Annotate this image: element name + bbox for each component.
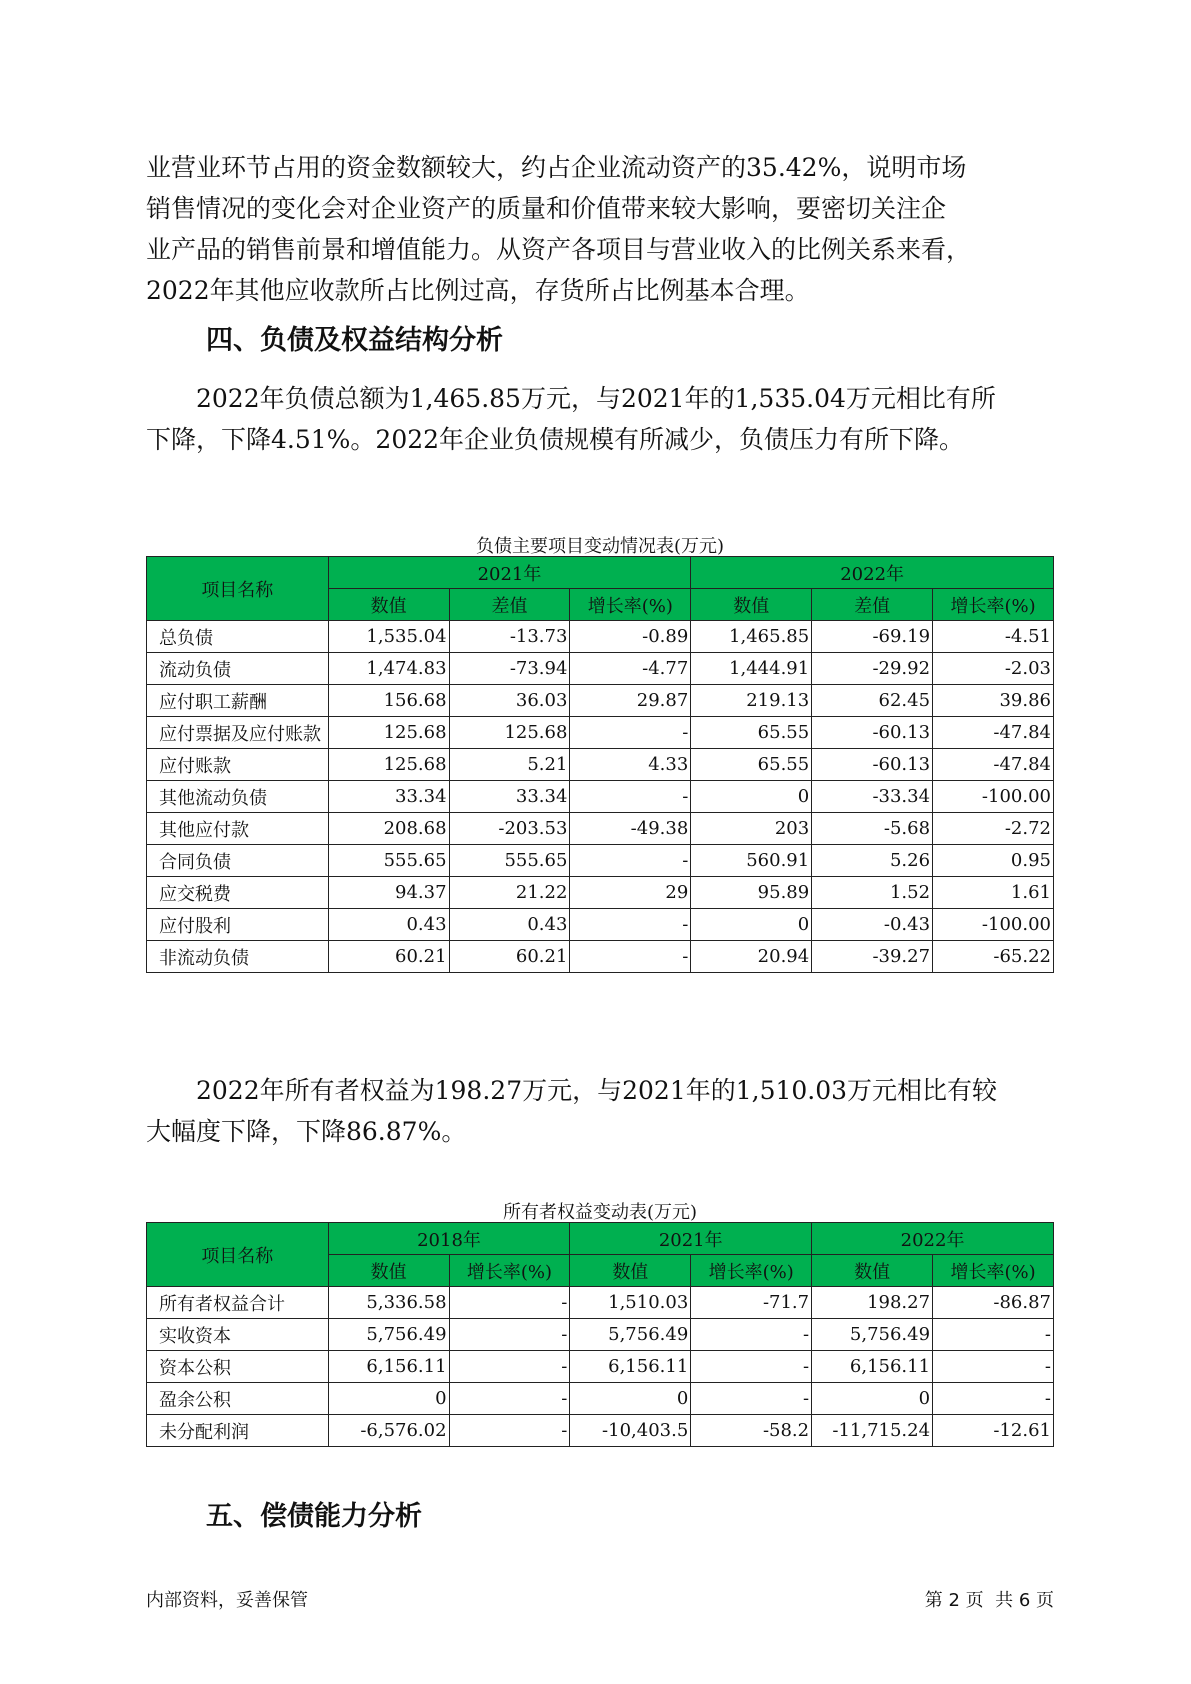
table-cell: 65.55 xyxy=(691,717,812,749)
table-cell: 1,535.04 xyxy=(328,621,449,653)
equity-header-year: 2018年 xyxy=(328,1223,570,1255)
row-label: 应交税费 xyxy=(147,877,329,909)
table-cell: 555.65 xyxy=(449,845,570,877)
table-cell: -0.89 xyxy=(570,621,691,653)
table-cell: 65.55 xyxy=(691,749,812,781)
table-row xyxy=(147,1287,1054,1319)
section-4-heading: 四、负债及权益结构分析 xyxy=(206,325,503,356)
table-cell: -203.53 xyxy=(449,813,570,845)
table-cell: 60.21 xyxy=(449,941,570,973)
liab-subheader: 数值 xyxy=(691,589,812,621)
table-cell: 6,156.11 xyxy=(812,1351,933,1383)
table-cell: 0.43 xyxy=(328,909,449,941)
table-cell: 6,156.11 xyxy=(328,1351,449,1383)
liab-subheader: 增长率(%) xyxy=(570,589,691,621)
table-cell: - xyxy=(691,1351,812,1383)
table-cell: -86.87 xyxy=(933,1287,1054,1319)
liab-header-year: 2022年 xyxy=(691,557,1054,589)
table-cell: 60.21 xyxy=(328,941,449,973)
table-cell: -60.13 xyxy=(812,749,933,781)
table-cell: - xyxy=(691,1383,812,1415)
table-cell: 5.26 xyxy=(812,845,933,877)
table-cell: 203 xyxy=(691,813,812,845)
liabilities-table-body xyxy=(147,621,1054,973)
table-cell: 1,465.85 xyxy=(691,621,812,653)
table-cell: 5,756.49 xyxy=(328,1319,449,1351)
table-row xyxy=(147,717,1054,749)
table-cell: 560.91 xyxy=(691,845,812,877)
table-cell: 95.89 xyxy=(691,877,812,909)
table-cell: 0 xyxy=(570,1383,691,1415)
table-cell: 5,756.49 xyxy=(570,1319,691,1351)
row-label: 其他流动负债 xyxy=(147,781,329,813)
table-cell: 33.34 xyxy=(328,781,449,813)
table-row xyxy=(147,1351,1054,1383)
equity-paragraph xyxy=(146,1070,1046,1152)
table-cell: 39.86 xyxy=(933,685,1054,717)
equity-line: 大幅度下降，下降86.87%。 xyxy=(146,1117,467,1146)
table-cell: 0.43 xyxy=(449,909,570,941)
table-cell: - xyxy=(570,717,691,749)
table-cell: 555.65 xyxy=(328,845,449,877)
table-cell: 0.95 xyxy=(933,845,1054,877)
equity-line: 2022年所有者权益为198.27万元，与2021年的1,510.03万元相比有较 xyxy=(196,1076,998,1105)
table-cell: -29.92 xyxy=(812,653,933,685)
table-cell: 125.68 xyxy=(328,749,449,781)
table-cell: - xyxy=(933,1319,1054,1351)
table-cell: 5.21 xyxy=(449,749,570,781)
table-row xyxy=(147,909,1054,941)
table-cell: 62.45 xyxy=(812,685,933,717)
table-cell: -5.68 xyxy=(812,813,933,845)
table-cell: -47.84 xyxy=(933,749,1054,781)
section-5-heading: 五、偿债能力分析 xyxy=(206,1501,422,1532)
table-cell: 198.27 xyxy=(812,1287,933,1319)
table-cell: -10,403.5 xyxy=(570,1415,691,1447)
table-cell: -47.84 xyxy=(933,717,1054,749)
table-cell: 1,474.83 xyxy=(328,653,449,685)
table-row xyxy=(147,621,1054,653)
table-cell: -73.94 xyxy=(449,653,570,685)
table-cell: -58.2 xyxy=(691,1415,812,1447)
table-row xyxy=(147,653,1054,685)
table-cell: -4.51 xyxy=(933,621,1054,653)
row-label: 盈余公积 xyxy=(147,1383,329,1415)
table-cell: 4.33 xyxy=(570,749,691,781)
table-cell: 20.94 xyxy=(691,941,812,973)
table-cell: -33.34 xyxy=(812,781,933,813)
table-cell: 208.68 xyxy=(328,813,449,845)
table-cell: 0 xyxy=(691,909,812,941)
table-cell: -13.73 xyxy=(449,621,570,653)
equity-table-body xyxy=(147,1287,1054,1447)
table-cell: 1,510.03 xyxy=(570,1287,691,1319)
table-cell: 36.03 xyxy=(449,685,570,717)
liab-header-year: 2021年 xyxy=(328,557,691,589)
liabilities-table-caption: 负债主要项目变动情况表(万元) xyxy=(475,536,725,557)
table-cell: -39.27 xyxy=(812,941,933,973)
table-cell: - xyxy=(691,1319,812,1351)
row-label: 应付股利 xyxy=(147,909,329,941)
footer-confidential-note: 内部资料，妥善保管 xyxy=(146,1590,308,1611)
table-cell: - xyxy=(449,1383,570,1415)
table-cell: - xyxy=(449,1287,570,1319)
table-cell: 219.13 xyxy=(691,685,812,717)
table-row xyxy=(147,749,1054,781)
liabilities-line: 下降，下降4.51%。2022年企业负债规模有所减少，负债压力有所下降。 xyxy=(146,425,965,454)
table-cell: 29 xyxy=(570,877,691,909)
liab-subheader: 增长率(%) xyxy=(933,589,1054,621)
table-cell: 1.61 xyxy=(933,877,1054,909)
table-cell: -6,576.02 xyxy=(328,1415,449,1447)
row-label: 实收资本 xyxy=(147,1319,329,1351)
table-row xyxy=(147,685,1054,717)
table-cell: - xyxy=(570,909,691,941)
row-label: 所有者权益合计 xyxy=(147,1287,329,1319)
table-cell: -2.03 xyxy=(933,653,1054,685)
equity-subheader: 数值 xyxy=(570,1255,691,1287)
table-cell: - xyxy=(933,1383,1054,1415)
table-cell: 5,756.49 xyxy=(812,1319,933,1351)
table-cell: 0 xyxy=(691,781,812,813)
table-row xyxy=(147,1383,1054,1415)
equity-subheader: 数值 xyxy=(812,1255,933,1287)
row-label: 应付职工薪酬 xyxy=(147,685,329,717)
liab-subheader: 差值 xyxy=(449,589,570,621)
table-cell: - xyxy=(933,1351,1054,1383)
table-cell: 94.37 xyxy=(328,877,449,909)
intro-line: 业营业环节占用的资金数额较大，约占企业流动资产的35.42%，说明市场 xyxy=(146,153,967,182)
equity-table xyxy=(146,1222,1054,1447)
equity-subheader: 数值 xyxy=(328,1255,449,1287)
table-cell: -69.19 xyxy=(812,621,933,653)
row-label: 应付账款 xyxy=(147,749,329,781)
table-row xyxy=(147,781,1054,813)
liab-header-name: 项目名称 xyxy=(147,557,329,621)
row-label: 其他应付款 xyxy=(147,813,329,845)
table-cell: -12.61 xyxy=(933,1415,1054,1447)
table-cell: 5,336.58 xyxy=(328,1287,449,1319)
table-cell: 6,156.11 xyxy=(570,1351,691,1383)
table-row xyxy=(147,877,1054,909)
intro-line: 销售情况的变化会对企业资产的质量和价值带来较大影响，要密切关注企 xyxy=(146,194,947,223)
liab-subheader: 数值 xyxy=(328,589,449,621)
liabilities-paragraph xyxy=(146,378,1046,460)
table-cell: 1,444.91 xyxy=(691,653,812,685)
table-cell: 29.87 xyxy=(570,685,691,717)
table-cell: - xyxy=(570,941,691,973)
equity-subheader: 增长率(%) xyxy=(449,1255,570,1287)
table-cell: 21.22 xyxy=(449,877,570,909)
table-row xyxy=(147,941,1054,973)
equity-subheader: 增长率(%) xyxy=(691,1255,812,1287)
table-cell: 1.52 xyxy=(812,877,933,909)
table-cell: -100.00 xyxy=(933,909,1054,941)
liab-subheader: 差值 xyxy=(812,589,933,621)
table-cell: -65.22 xyxy=(933,941,1054,973)
table-cell: -4.77 xyxy=(570,653,691,685)
table-cell: - xyxy=(449,1351,570,1383)
row-label: 总负债 xyxy=(147,621,329,653)
intro-paragraph xyxy=(146,147,1046,311)
equity-header-name: 项目名称 xyxy=(147,1223,329,1287)
table-cell: -2.72 xyxy=(933,813,1054,845)
table-cell: 125.68 xyxy=(328,717,449,749)
liabilities-line: 2022年负债总额为1,465.85万元，与2021年的1,535.04万元相比有所 xyxy=(196,384,996,413)
row-label: 非流动负债 xyxy=(147,941,329,973)
table-cell: -0.43 xyxy=(812,909,933,941)
table-cell: 125.68 xyxy=(449,717,570,749)
table-row xyxy=(147,845,1054,877)
equity-subheader: 增长率(%) xyxy=(933,1255,1054,1287)
row-label: 未分配利润 xyxy=(147,1415,329,1447)
table-row xyxy=(147,813,1054,845)
intro-line: 2022年其他应收款所占比例过高，存货所占比例基本合理。 xyxy=(146,276,810,305)
footer-page-number: 第 2 页 共 6 页 xyxy=(924,1590,1054,1611)
row-label: 流动负债 xyxy=(147,653,329,685)
table-row xyxy=(147,1415,1054,1447)
table-cell: - xyxy=(570,845,691,877)
table-cell: 156.68 xyxy=(328,685,449,717)
row-label: 资本公积 xyxy=(147,1351,329,1383)
table-cell: -60.13 xyxy=(812,717,933,749)
table-cell: 0 xyxy=(812,1383,933,1415)
liabilities-table xyxy=(146,556,1054,973)
intro-line: 业产品的销售前景和增值能力。从资产各项目与营业收入的比例关系来看， xyxy=(146,235,972,264)
row-label: 应付票据及应付账款 xyxy=(147,717,329,749)
table-cell: - xyxy=(449,1319,570,1351)
table-cell: - xyxy=(449,1415,570,1447)
row-label: 合同负债 xyxy=(147,845,329,877)
table-cell: -11,715.24 xyxy=(812,1415,933,1447)
table-cell: -100.00 xyxy=(933,781,1054,813)
table-cell: 33.34 xyxy=(449,781,570,813)
equity-table-caption: 所有者权益变动表(万元) xyxy=(502,1202,698,1223)
table-cell: -71.7 xyxy=(691,1287,812,1319)
equity-header-year: 2022年 xyxy=(812,1223,1054,1255)
table-cell: - xyxy=(570,781,691,813)
table-cell: 0 xyxy=(328,1383,449,1415)
table-cell: -49.38 xyxy=(570,813,691,845)
equity-header-year: 2021年 xyxy=(570,1223,812,1255)
table-row xyxy=(147,1319,1054,1351)
